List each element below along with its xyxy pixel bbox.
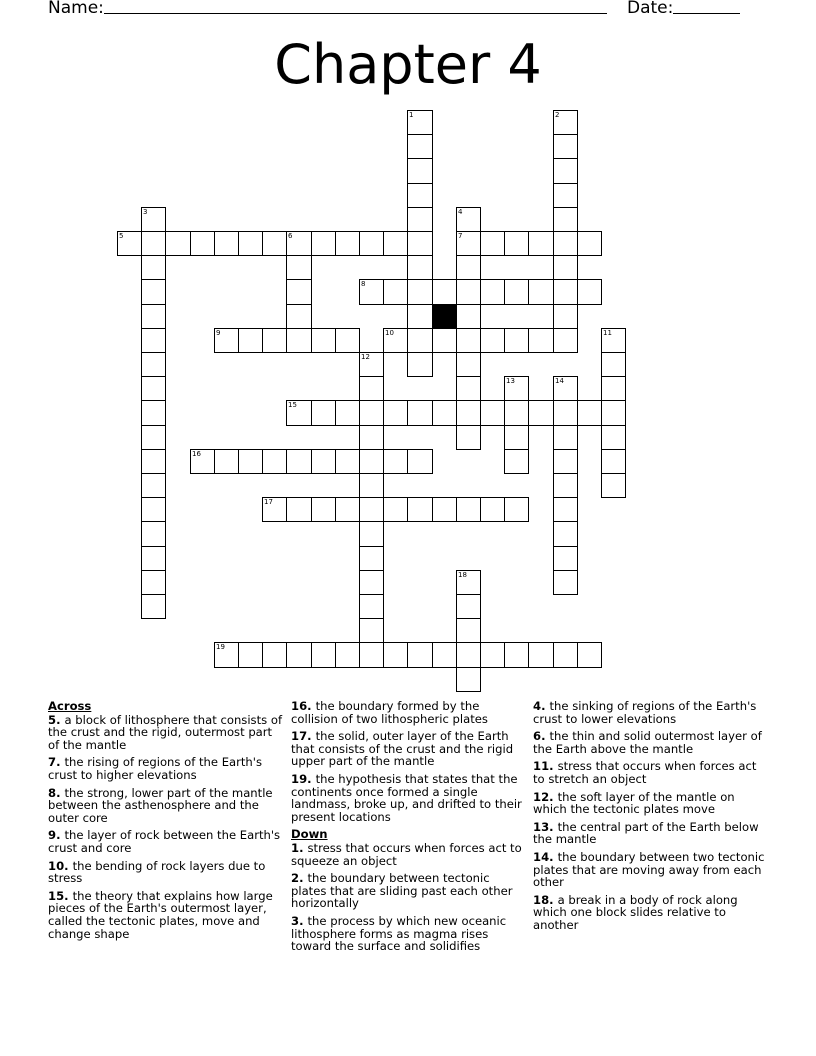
crossword-cell[interactable] — [214, 328, 239, 353]
clue-item-number: 2. — [291, 871, 308, 886]
crossword-cell[interactable] — [407, 255, 433, 280]
clue-item — [48, 890, 284, 940]
crossword-cell[interactable] — [456, 376, 481, 401]
crossword-cell[interactable] — [456, 497, 481, 522]
across-clue-list — [48, 714, 284, 941]
clue-item-number: 12. — [533, 789, 558, 804]
clue-item-number: 9. — [48, 828, 65, 843]
crossword-cell[interactable] — [553, 570, 578, 595]
clue-number: 15 — [288, 401, 297, 409]
crossword-cell[interactable] — [407, 352, 433, 377]
clue-item-number: 1. — [291, 840, 308, 855]
crossword-cell[interactable] — [553, 255, 578, 280]
crossword-cell[interactable] — [553, 425, 578, 450]
crossword-cell[interactable] — [553, 521, 578, 547]
crossword-cell[interactable] — [553, 110, 578, 135]
crossword-cell[interactable] — [286, 497, 312, 522]
crossword-cell[interactable] — [553, 376, 578, 401]
clue-item-text: a block of lithosphere that consists of the crust and the rigid, outermost part of the mantle — [48, 712, 283, 752]
crossword-cell[interactable] — [553, 304, 578, 329]
clue-item — [533, 851, 769, 889]
crossword-cell[interactable] — [432, 497, 457, 522]
crossword-cell[interactable] — [553, 642, 578, 668]
crossword-cell[interactable] — [335, 400, 360, 426]
clue-item — [48, 787, 284, 825]
crossword-cell[interactable] — [528, 279, 554, 305]
clue-column-1 — [48, 700, 284, 945]
crossword-cell[interactable] — [359, 497, 384, 522]
clue-item-text: the theory that explains how large pieces of the Earth's outermost layer, called the tectonic plates, move and change shape — [48, 888, 273, 941]
crossword-cell[interactable] — [262, 231, 287, 256]
crossword-cell[interactable] — [432, 400, 457, 426]
crossword-cell[interactable] — [504, 400, 529, 426]
crossword-cell[interactable] — [553, 449, 578, 474]
crossword-cell[interactable] — [359, 400, 384, 426]
clue-item — [48, 756, 284, 781]
clue-item — [533, 760, 769, 785]
clue-item-text: the sinking of regions of the Earth's crust to lower elevations — [533, 699, 757, 726]
crossword-cell[interactable] — [553, 497, 578, 522]
across-clue-list-continued — [291, 700, 527, 823]
clue-number: 3 — [143, 208, 148, 216]
crossword-cell[interactable] — [238, 231, 263, 256]
crossword-cell[interactable] — [214, 642, 239, 668]
crossword-cell[interactable] — [456, 352, 481, 377]
clue-item — [533, 821, 769, 846]
crossword-cell[interactable] — [601, 400, 626, 426]
crossword-cell[interactable] — [456, 400, 481, 426]
crossword-cell[interactable] — [577, 279, 602, 305]
clue-item-number: 3. — [291, 913, 308, 928]
clue-column-2 — [291, 700, 527, 958]
crossword-cell[interactable] — [335, 642, 360, 668]
clue-item-text: the central part of the Earth below the mantle — [533, 819, 759, 847]
crossword-cell[interactable] — [407, 134, 433, 159]
clue-item-text: the rising of regions of the Earth's crust to higher elevations — [48, 755, 263, 782]
clue-item-number: 10. — [48, 858, 73, 873]
crossword-cell[interactable] — [262, 328, 287, 353]
crossword-cell[interactable] — [286, 231, 312, 256]
crossword-cell[interactable] — [141, 425, 166, 450]
clue-item — [533, 894, 769, 932]
crossword-cell[interactable] — [456, 642, 481, 668]
clue-item-number: 7. — [48, 755, 65, 770]
crossword-cell[interactable] — [504, 231, 529, 256]
crossword-cell[interactable] — [335, 328, 360, 353]
crossword-cell[interactable] — [456, 231, 481, 256]
down-clue-list-continued — [533, 700, 769, 932]
crossword-cell[interactable] — [601, 352, 626, 377]
crossword-cell[interactable] — [117, 231, 142, 256]
crossword-cell[interactable] — [311, 328, 336, 353]
crossword-cell[interactable] — [407, 183, 433, 208]
crossword-cell[interactable] — [335, 231, 360, 256]
clue-item — [533, 700, 769, 725]
crossword-cell[interactable] — [383, 449, 408, 474]
clue-item — [291, 842, 527, 867]
crossword-cell[interactable] — [141, 352, 166, 377]
crossword-cell[interactable] — [407, 110, 433, 135]
across-heading: Across — [48, 699, 92, 713]
crossword-cell[interactable] — [214, 231, 239, 256]
crossword-cell[interactable] — [601, 449, 626, 474]
crossword-cell[interactable] — [141, 279, 166, 305]
clue-item — [291, 700, 527, 725]
clue-item-text: the strong, lower part of the mantle between the asthenosphere and the outer core — [48, 785, 273, 825]
clue-item-number: 8. — [48, 785, 65, 800]
crossword-cell[interactable] — [190, 449, 215, 474]
clue-number: 5 — [119, 232, 124, 240]
clue-item — [291, 730, 527, 768]
crossword-cell[interactable] — [553, 473, 578, 498]
crossword-cell[interactable] — [553, 400, 578, 426]
clue-number: 12 — [361, 353, 370, 361]
clue-item-text: the process by which new oceanic lithosphere forms as magma rises toward the surface and solidifies — [291, 913, 507, 954]
crossword-cell[interactable] — [141, 328, 166, 353]
clue-item — [291, 915, 527, 953]
crossword-cell[interactable] — [286, 328, 312, 353]
crossword-cell[interactable] — [359, 473, 384, 498]
clue-item-text: the bending of rock layers due to stress — [48, 858, 266, 886]
clue-item-number: 5. — [48, 712, 65, 727]
clue-column-3 — [533, 700, 769, 937]
crossword-cell[interactable] — [504, 425, 529, 450]
crossword-cell[interactable] — [286, 642, 312, 668]
crossword-cell[interactable] — [359, 279, 384, 305]
crossword-cell[interactable] — [407, 207, 433, 232]
crossword-cell[interactable] — [528, 642, 554, 668]
crossword-cell[interactable] — [504, 449, 529, 474]
crossword-cell[interactable] — [286, 279, 312, 305]
crossword-cell[interactable] — [504, 328, 529, 353]
down-clue-list — [291, 842, 527, 953]
clue-number: 2 — [555, 111, 560, 119]
crossword-cell[interactable] — [456, 594, 481, 619]
crossword-cell[interactable] — [553, 279, 578, 305]
crossword-cell[interactable] — [456, 667, 481, 692]
crossword-cell[interactable] — [480, 279, 505, 305]
clue-item — [533, 730, 769, 755]
crossword-cell[interactable] — [553, 134, 578, 159]
clue-item-text: the solid, outer layer of the Earth that consists of the crust and the rigid upper part of the mantle — [291, 729, 514, 769]
crossword-cell[interactable] — [480, 642, 505, 668]
crossword-cell[interactable] — [214, 449, 239, 474]
crossword-cell[interactable] — [480, 231, 505, 256]
crossword-cell[interactable] — [238, 328, 263, 353]
crossword-cell[interactable] — [286, 400, 312, 426]
clue-number: 11 — [603, 329, 612, 337]
clue-item-number: 13. — [533, 819, 558, 834]
crossword-cell[interactable] — [359, 618, 384, 643]
crossword-cell[interactable] — [141, 255, 166, 280]
crossword-cell[interactable] — [141, 497, 166, 522]
crossword-cell[interactable] — [432, 279, 457, 305]
crossword-cell[interactable] — [601, 473, 626, 498]
crossword-cell[interactable] — [141, 521, 166, 547]
crossword-cell[interactable] — [359, 594, 384, 619]
crossword-cell[interactable] — [432, 642, 457, 668]
crossword-cell[interactable] — [311, 642, 336, 668]
clue-item-number: 16. — [291, 699, 316, 713]
date-label: Date: — [627, 0, 674, 18]
crossword-cell[interactable] — [335, 497, 360, 522]
clue-item-text: the boundary between tectonic plates that are sliding past each other horizontally — [291, 871, 513, 911]
crossword-cell[interactable] — [456, 279, 481, 305]
crossword-cell[interactable] — [456, 328, 481, 353]
clue-item-number: 6. — [533, 729, 550, 744]
crossword-cell[interactable] — [165, 231, 191, 256]
crossword-cell[interactable] — [407, 449, 433, 474]
crossword-cell[interactable] — [432, 328, 457, 353]
crossword-cell[interactable] — [141, 376, 166, 401]
clue-number: 18 — [458, 571, 467, 579]
crossword-cell[interactable] — [383, 279, 408, 305]
crossword-cell[interactable] — [601, 425, 626, 450]
crossword-cell[interactable] — [407, 497, 433, 522]
crossword-cell[interactable] — [456, 570, 481, 595]
clue-number: 13 — [506, 377, 515, 385]
crossword-cell[interactable] — [553, 328, 578, 353]
crossword-cell[interactable] — [286, 304, 312, 329]
crossword-cell[interactable] — [456, 618, 481, 643]
crossword-cell[interactable] — [141, 400, 166, 426]
clue-number: 1 — [409, 111, 414, 119]
crossword-cell[interactable] — [286, 255, 312, 280]
crossword-cell[interactable] — [480, 400, 505, 426]
clue-item-text: the soft layer of the mantle on which the tectonic plates move — [533, 789, 735, 817]
clue-item — [48, 714, 284, 752]
crossword-cell[interactable] — [311, 400, 336, 426]
crossword-cell[interactable] — [553, 546, 578, 571]
crossword-cell[interactable] — [383, 642, 408, 668]
crossword-cell[interactable] — [359, 521, 384, 547]
crossword-cell[interactable] — [456, 425, 481, 450]
clue-number: 6 — [288, 232, 293, 240]
crossword-cell[interactable] — [456, 304, 481, 329]
crossword-cell[interactable] — [480, 497, 505, 522]
crossword-cell[interactable] — [407, 279, 433, 305]
clue-item — [48, 829, 284, 854]
crossword-cell[interactable] — [141, 304, 166, 329]
crossword-cell[interactable] — [383, 328, 408, 353]
crossword-cell[interactable] — [190, 231, 215, 256]
crossword-cell[interactable] — [577, 400, 602, 426]
crossword-cell[interactable] — [528, 231, 554, 256]
crossword-cell[interactable] — [577, 642, 602, 668]
clue-number: 4 — [458, 208, 463, 216]
clue-number: 17 — [264, 498, 273, 506]
crossword-cell[interactable] — [262, 642, 287, 668]
crossword-cell[interactable] — [383, 231, 408, 256]
clue-item-number: 11. — [533, 759, 558, 774]
clue-item — [48, 860, 284, 885]
clue-number: 19 — [216, 643, 225, 651]
crossword-cell[interactable] — [262, 497, 287, 522]
crossword-cell[interactable] — [553, 183, 578, 208]
crossword-cell[interactable] — [238, 642, 263, 668]
crossword-cell[interactable] — [407, 642, 433, 668]
crossword-cell[interactable] — [553, 207, 578, 232]
crossword-cell[interactable] — [141, 546, 166, 571]
crossword-cell[interactable] — [601, 328, 626, 353]
crossword-cell[interactable] — [359, 449, 384, 474]
clue-item-text: stress that occurs when forces act to squeeze an object — [291, 840, 522, 868]
clue-item-number: 19. — [291, 771, 316, 786]
crossword-cell[interactable] — [359, 642, 384, 668]
crossword-cell[interactable] — [141, 570, 166, 595]
clue-number: 9 — [216, 329, 221, 337]
crossword-cell[interactable] — [577, 231, 602, 256]
clue-item-number: 18. — [533, 892, 558, 907]
crossword-cell[interactable] — [407, 328, 433, 353]
crossword-cell[interactable] — [311, 231, 336, 256]
clue-item-number: 4. — [533, 699, 550, 713]
crossword-cell[interactable] — [141, 449, 166, 474]
crossword-cell[interactable] — [456, 255, 481, 280]
crossword-cell[interactable] — [553, 231, 578, 256]
crossword-cell[interactable] — [528, 400, 554, 426]
crossword-cell[interactable] — [359, 231, 384, 256]
crossword-cell[interactable] — [553, 158, 578, 184]
black-square — [432, 304, 457, 329]
crossword-cell[interactable] — [504, 279, 529, 305]
clue-item-text: the boundary formed by the collision of two lithospheric plates — [291, 699, 488, 726]
clue-item-text: the thin and solid outermost layer of the Earth above the mantle — [533, 729, 762, 756]
crossword-cell[interactable] — [456, 207, 481, 232]
clue-number: 14 — [555, 377, 564, 385]
crossword-cell[interactable] — [359, 546, 384, 571]
page-title: Chapter 4 — [274, 33, 542, 96]
crossword-cell[interactable] — [311, 497, 336, 522]
clue-item-text: a break in a body of rock along which one block slides relative to another — [533, 892, 738, 932]
crossword-cell[interactable] — [141, 207, 166, 232]
clue-item-number: 17. — [291, 729, 316, 744]
crossword-cell[interactable] — [262, 449, 287, 474]
clue-number: 8 — [361, 280, 366, 288]
clue-item — [533, 791, 769, 816]
crossword-cell[interactable] — [286, 449, 312, 474]
crossword-cell[interactable] — [141, 473, 166, 498]
crossword-cell[interactable] — [311, 449, 336, 474]
crossword-cell[interactable] — [407, 231, 433, 256]
crossword-cell[interactable] — [335, 449, 360, 474]
clue-item-number: 15. — [48, 888, 73, 903]
crossword-cell[interactable] — [359, 352, 384, 377]
down-heading: Down — [291, 827, 328, 842]
crossword-cell[interactable] — [141, 231, 166, 256]
crossword-cell[interactable] — [359, 425, 384, 450]
crossword-cell[interactable] — [504, 497, 529, 522]
crossword-cell[interactable] — [407, 400, 433, 426]
clue-item-text: the boundary between two tectonic plates that are moving away from each other — [533, 849, 765, 890]
crossword-cell[interactable] — [601, 376, 626, 401]
crossword-cell[interactable] — [238, 449, 263, 474]
crossword-cell[interactable] — [383, 497, 408, 522]
clue-item-text: the hypothesis that states that the continents once formed a single landmass, broke up, and drifted to their present locations — [291, 771, 522, 824]
crossword-cell[interactable] — [359, 376, 384, 401]
clue-number: 7 — [458, 232, 463, 240]
clue-number: 10 — [385, 329, 394, 337]
crossword-cell[interactable] — [383, 400, 408, 426]
clue-item — [291, 773, 527, 823]
crossword-cell[interactable] — [480, 328, 505, 353]
clue-item-number: 14. — [533, 849, 558, 864]
crossword-cell[interactable] — [407, 304, 433, 329]
name-label: Name: — [48, 0, 104, 18]
clue-item-text: stress that occurs when forces act to stretch an object — [533, 759, 757, 786]
crossword-cell[interactable] — [504, 642, 529, 668]
crossword-cell[interactable] — [504, 376, 529, 401]
crossword-cell[interactable] — [528, 328, 554, 353]
clue-item — [291, 872, 527, 910]
crossword-cell[interactable] — [141, 594, 166, 619]
crossword-cell[interactable] — [407, 158, 433, 184]
clue-item-text: the layer of rock between the Earth's crust and core — [48, 828, 281, 855]
clue-number: 16 — [192, 450, 201, 458]
crossword-cell[interactable] — [359, 570, 384, 595]
